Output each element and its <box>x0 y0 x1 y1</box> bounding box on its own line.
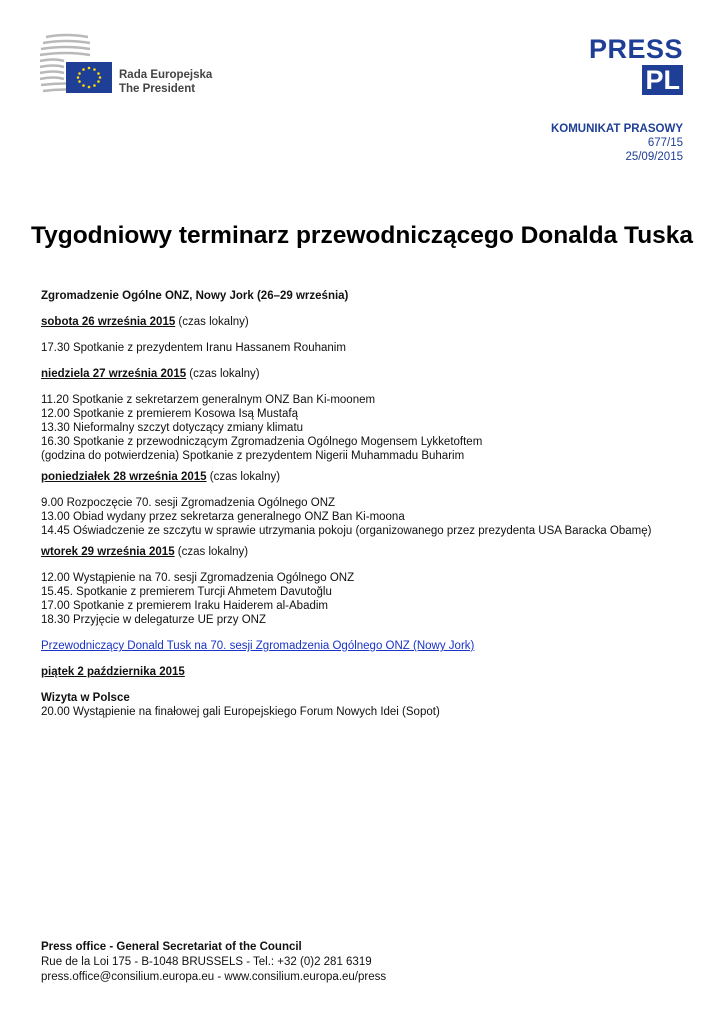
release-type: KOMUNIKAT PRASOWY <box>550 123 683 135</box>
day-heading <box>41 470 691 484</box>
schedule-item: 17.00 Spotkanie z premierem Iraku Haiderem al-Abadim <box>41 600 328 612</box>
day-note: (czas lokalny) <box>186 368 260 380</box>
day-heading <box>41 545 691 559</box>
schedule-item: 16.30 Spotkanie z przewodniczącym Zgromadzenia Ogólnego Mogensem Lykketoftem <box>41 436 483 448</box>
day-date: piątek 2 października 2015 <box>41 666 185 678</box>
day-date: niedziela 27 września 2015 <box>41 368 187 380</box>
schedule-item: 11.20 Spotkanie z sekretarzem generalnym ONZ Ban Ki-moonem <box>41 394 376 406</box>
day-date: poniedziałek 28 września 2015 <box>41 471 207 483</box>
day-heading <box>41 315 691 329</box>
schedule-item: (godzina do potwierdzenia) Spotkanie z prezydentem Nigerii Muhammadu Buharim <box>41 450 465 462</box>
org-line1: Rada Europejska <box>119 69 213 81</box>
press-word: PRESS <box>588 34 683 64</box>
schedule-item: 18.30 Przyjęcie w delegaturze UE przy ONZ <box>41 614 266 626</box>
press-badge <box>589 34 683 95</box>
european-council-logo-icon <box>40 33 120 97</box>
org-name <box>119 68 212 96</box>
day-heading <box>41 367 691 381</box>
press-release-meta <box>551 122 683 164</box>
schedule-content <box>41 289 691 719</box>
visit-heading: Wizyta w Polsce <box>41 692 130 704</box>
page-title: Tygodniowy terminarz przewodniczącego Donalda Tuska <box>30 222 694 249</box>
footer <box>41 940 386 985</box>
unga-session-link[interactable]: Przewodniczący Donald Tusk na 70. sesji Zgromadzenia Ogólnego ONZ (Nowy Jork) <box>41 640 475 652</box>
day-note: (czas lokalny) <box>206 471 281 483</box>
schedule-item: 15.45. Spotkanie z premierem Turcji Ahmetem Davutoğlu <box>41 586 332 598</box>
schedule-item: 9.00 Rozpoczęcie 70. sesji Zgromadzenia Ogólnego ONZ <box>41 497 336 509</box>
schedule-item: 13.30 Nieformalny szczyt dotyczący zmiany klimatu <box>41 422 304 434</box>
schedule-item: 17.30 Spotkanie z prezydentem Iranu Hassanem Rouhanim <box>41 342 346 354</box>
schedule-item: 12.00 Spotkanie z premierem Kosowa Isą Mustafą <box>41 408 298 420</box>
day-date: wtorek 29 września 2015 <box>41 546 175 558</box>
org-line2: The President <box>119 83 196 95</box>
schedule-item: 13.00 Obiad wydany przez sekretarza generalnego ONZ Ban Ki-moona <box>41 511 405 523</box>
day-note: (czas lokalny) <box>174 546 249 558</box>
schedule-item: 12.00 Wystąpienie na 70. sesji Zgromadzenia Ogólnego ONZ <box>41 572 355 584</box>
schedule-item: 14.45 Oświadczenie ze szczytu w sprawie utrzymania pokoju (organizowanego przez prezydenta USA Baracka Obamę) <box>41 525 652 537</box>
day-note: (czas lokalny) <box>175 316 249 328</box>
schedule-subtitle: Zgromadzenie Ogólne ONZ, Nowy Jork (26–29 września) <box>41 290 349 302</box>
footer-office: Press office - General Secretariat of the Council <box>41 941 302 953</box>
press-language: PL <box>642 65 683 95</box>
day-date: sobota 26 września 2015 <box>41 316 176 328</box>
release-number: 677/15 <box>647 137 683 149</box>
release-date: 25/09/2015 <box>625 151 683 163</box>
schedule-item: 20.00 Wystąpienie na finałowej gali Europejskiego Forum Nowych Idei (Sopot) <box>41 706 440 718</box>
footer-address: Rue de la Loi 175 - B-1048 BRUSSELS - Tel.: +32 (0)2 281 6319 <box>41 956 372 968</box>
footer-contact: press.office@consilium.europa.eu - www.consilium.europa.eu/press <box>41 971 387 983</box>
